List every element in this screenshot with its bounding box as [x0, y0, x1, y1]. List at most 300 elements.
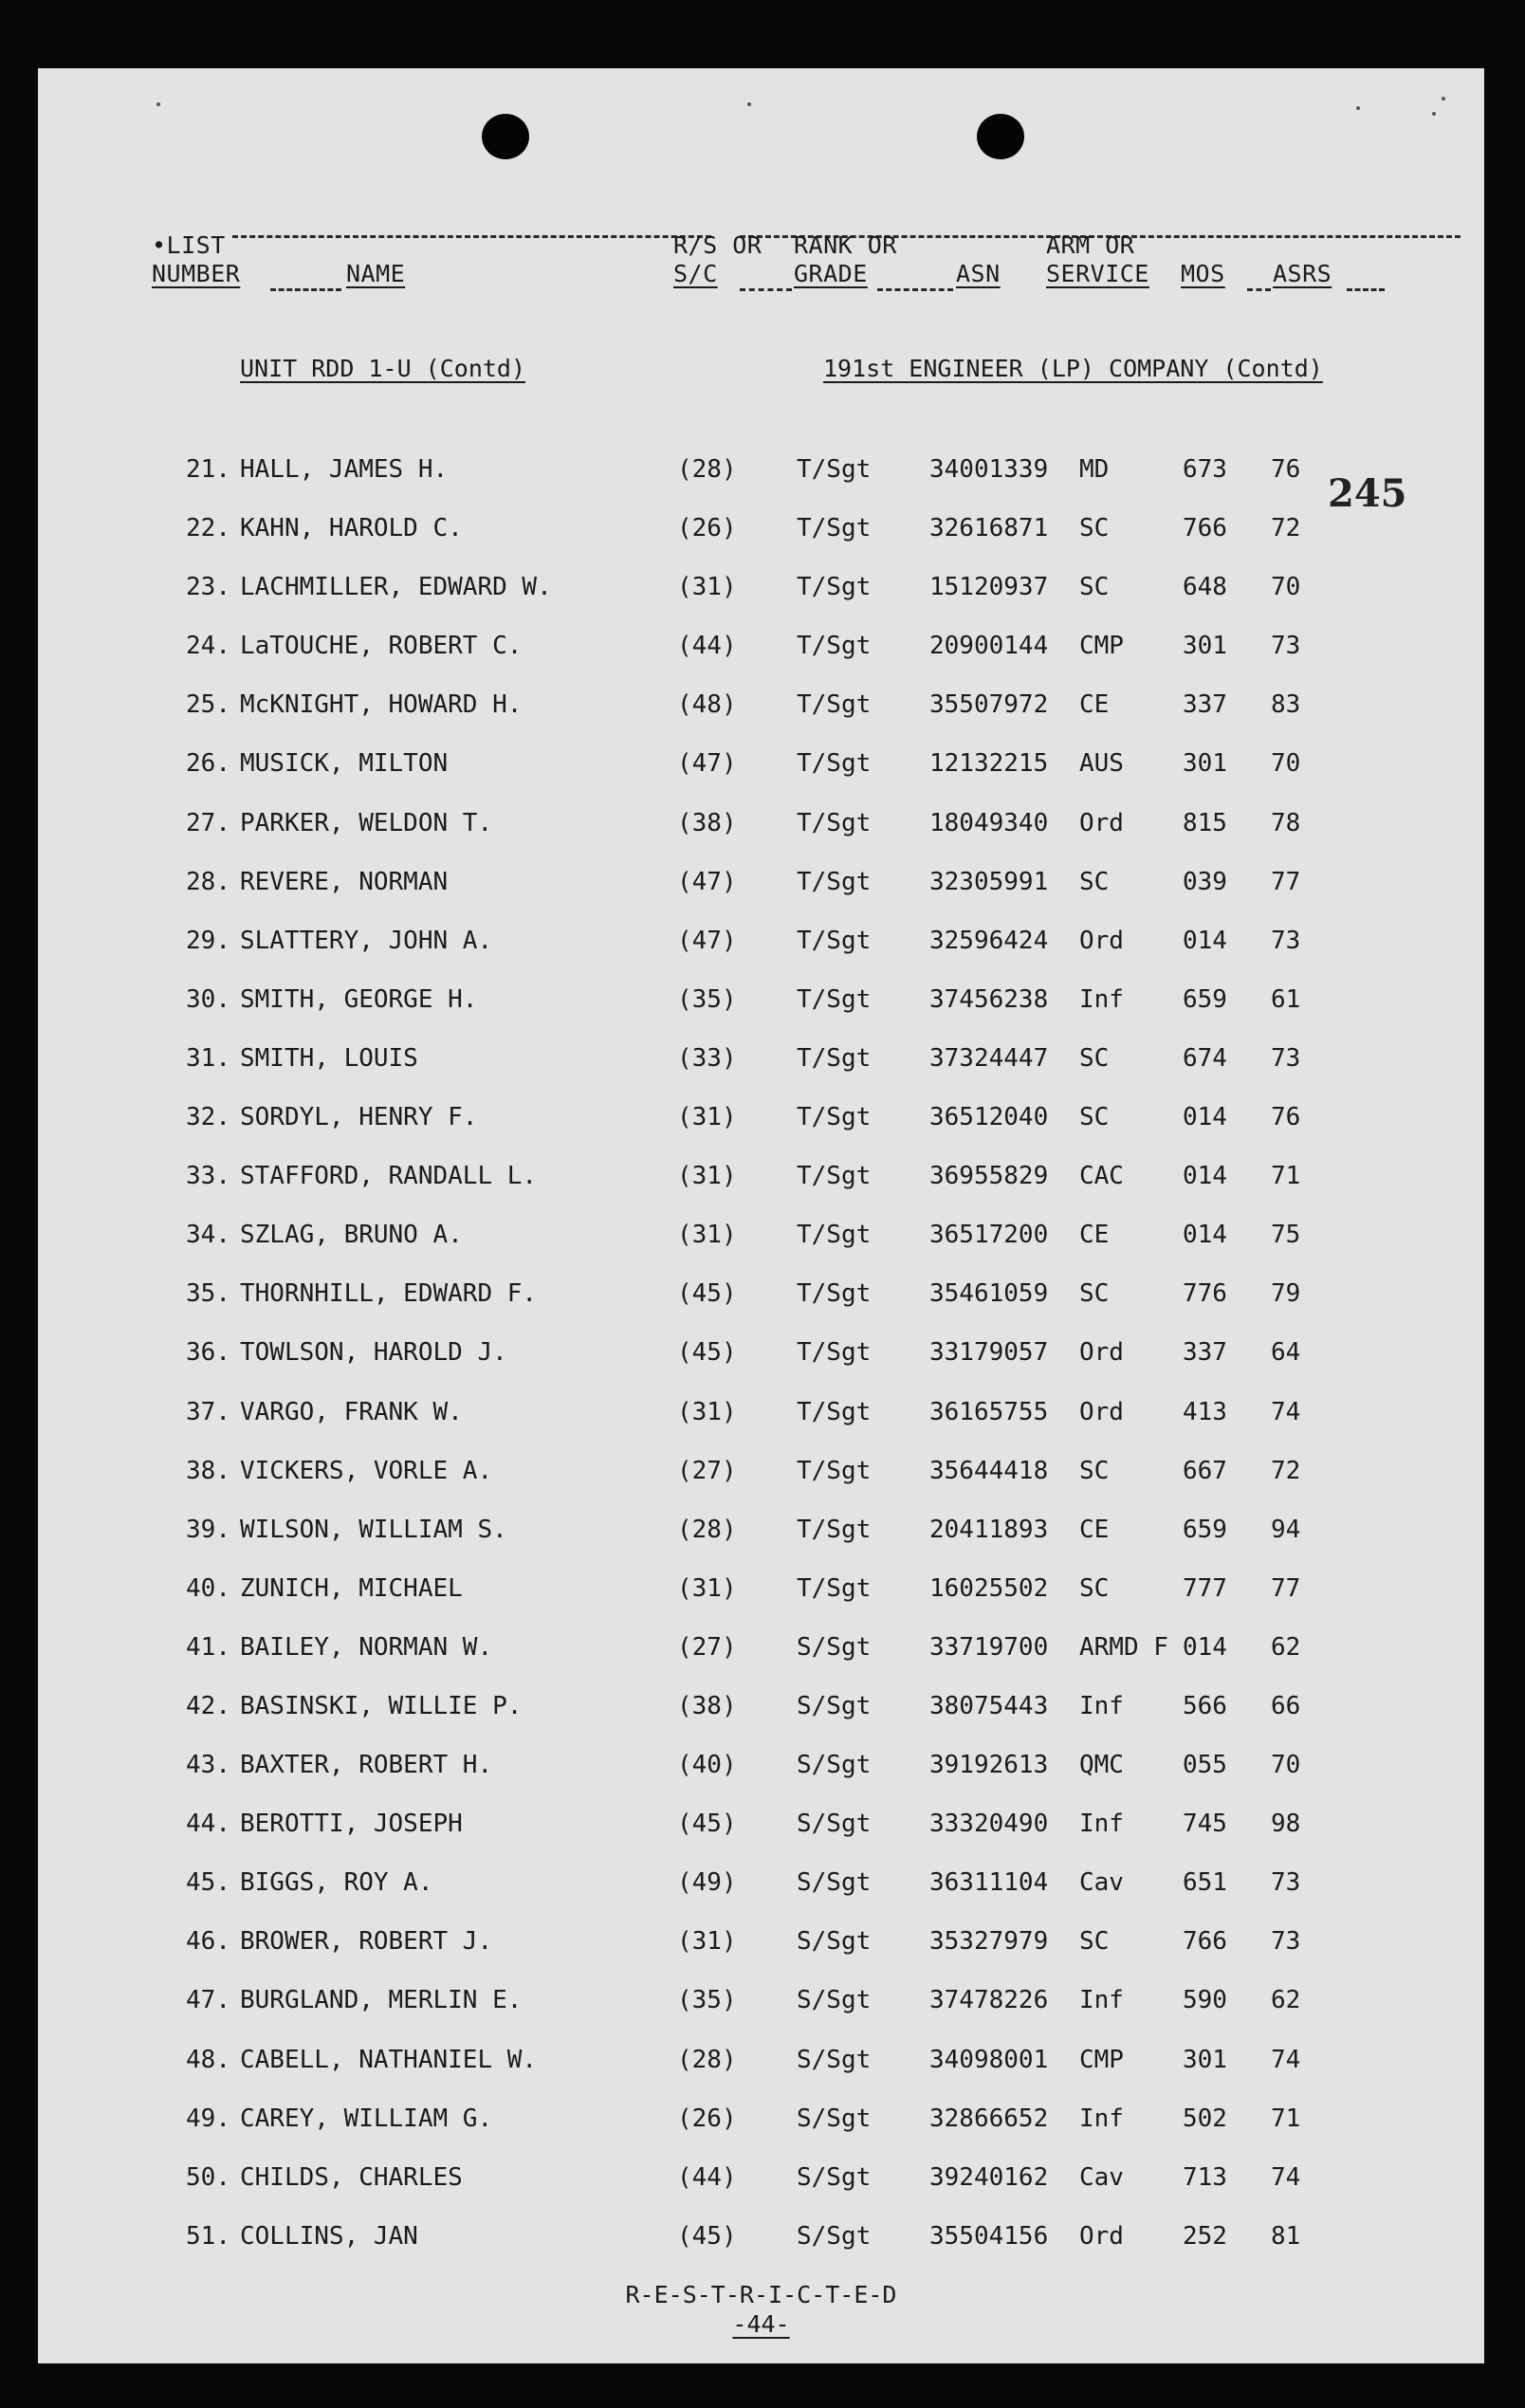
arm-service: Cav: [1079, 2162, 1124, 2192]
header-dash: [740, 288, 792, 291]
document-page: [38, 68, 1484, 2363]
asrs-score: 73: [1271, 632, 1301, 661]
list-number: 38.: [186, 1456, 230, 1485]
asrs-score: 70: [1271, 749, 1301, 779]
mos-code: 039: [1183, 867, 1227, 896]
list-number: 49.: [186, 2104, 230, 2133]
roster-row: [38, 1736, 1484, 1794]
arm-service: Inf: [1079, 1691, 1124, 1720]
asn-value: 32866652: [929, 2104, 1049, 2133]
arm-service: MD: [1079, 455, 1110, 484]
mos-code: 301: [1183, 2045, 1227, 2074]
asrs-score: 81: [1271, 2221, 1301, 2251]
asn-value: 34001339: [929, 455, 1049, 484]
arm-service: AUS: [1079, 749, 1124, 779]
roster-row: [38, 1205, 1484, 1264]
rank-grade: T/Sgt: [797, 1103, 872, 1132]
rank-grade: T/Sgt: [797, 514, 872, 543]
rs-sc-value: (38): [677, 808, 737, 837]
soldier-name: HALL, JAMES H.: [240, 455, 449, 484]
rs-sc-value: (38): [677, 1691, 737, 1720]
mos-code: 766: [1183, 514, 1227, 543]
rank-grade: T/Sgt: [797, 984, 872, 1014]
asrs-score: 74: [1271, 2162, 1301, 2192]
asrs-score: 75: [1271, 1221, 1301, 1250]
rank-grade: T/Sgt: [797, 1573, 872, 1603]
roster-row: [38, 1500, 1484, 1559]
header-mos: MOS: [1181, 260, 1225, 287]
roster-row: [38, 1618, 1484, 1677]
rs-sc-value: (27): [677, 1456, 737, 1485]
arm-service: Ord: [1079, 808, 1124, 837]
asn-value: 35504156: [929, 2221, 1049, 2251]
header-rank-grade: RANK OR GRADE: [794, 231, 897, 287]
asn-value: 35644418: [929, 1456, 1049, 1485]
arm-service: Inf: [1079, 2104, 1124, 2133]
rs-sc-value: (31): [677, 1397, 737, 1426]
list-number: 35.: [186, 1279, 230, 1309]
speck: [1442, 97, 1445, 101]
arm-service: Ord: [1079, 1397, 1124, 1426]
rs-sc-value: (31): [677, 1162, 737, 1191]
punch-hole-right: [977, 114, 1024, 159]
arm-service: Ord: [1079, 1338, 1124, 1368]
list-number: 44.: [186, 1810, 230, 1839]
asn-value: 15120937: [929, 573, 1049, 602]
list-number: 37.: [186, 1397, 230, 1426]
list-number: 27.: [186, 808, 230, 837]
soldier-name: LaTOUCHE, ROBERT C.: [240, 632, 523, 661]
asrs-score: 79: [1271, 1279, 1301, 1309]
arm-service: QMC: [1079, 1751, 1124, 1780]
arm-service: CAC: [1079, 1162, 1124, 1191]
asrs-score: 66: [1271, 1691, 1301, 1720]
rank-grade: T/Sgt: [797, 1221, 872, 1250]
roster-row: [38, 2207, 1484, 2266]
asrs-score: 64: [1271, 1338, 1301, 1368]
speck: [1432, 112, 1436, 116]
mos-code: 301: [1183, 749, 1227, 779]
asrs-score: 74: [1271, 1397, 1301, 1426]
arm-service: SC: [1079, 573, 1110, 602]
rs-sc-value: (45): [677, 1338, 737, 1368]
soldier-name: BIGGS, ROY A.: [240, 1868, 433, 1898]
asn-value: 36517200: [929, 1221, 1049, 1250]
list-number: 28.: [186, 867, 230, 896]
arm-service: Inf: [1079, 984, 1124, 1014]
rank-grade: T/Sgt: [797, 1162, 872, 1191]
asn-value: 20411893: [929, 1515, 1049, 1544]
header-dash: [1247, 288, 1271, 291]
arm-service: CE: [1079, 1221, 1110, 1250]
list-number: 29.: [186, 926, 230, 955]
roster-row: [38, 1029, 1484, 1088]
asrs-score: 71: [1271, 1162, 1301, 1191]
soldier-name: CABELL, NATHANIEL W.: [240, 2045, 538, 2074]
list-number: 30.: [186, 984, 230, 1014]
asn-value: 35507972: [929, 690, 1049, 720]
asrs-score: 72: [1271, 1456, 1301, 1485]
list-number: 41.: [186, 1632, 230, 1662]
page-stamp-number: 245: [1328, 471, 1407, 516]
asrs-score: 73: [1271, 1868, 1301, 1898]
arm-service: SC: [1079, 1573, 1110, 1603]
list-number: 31.: [186, 1043, 230, 1073]
rank-grade: T/Sgt: [797, 926, 872, 955]
roster-row: [38, 1912, 1484, 1971]
asrs-score: 74: [1271, 2045, 1301, 2074]
mos-code: 337: [1183, 690, 1227, 720]
soldier-name: WILSON, WILLIAM S.: [240, 1515, 507, 1544]
asn-value: 37456238: [929, 984, 1049, 1014]
mos-code: 413: [1183, 1397, 1227, 1426]
header-asrs: ASRS: [1273, 260, 1332, 287]
soldier-name: STAFFORD, RANDALL L.: [240, 1162, 538, 1191]
list-number: 39.: [186, 1515, 230, 1544]
roster-row: [38, 794, 1484, 853]
roster-row: [38, 2089, 1484, 2148]
asn-value: 33320490: [929, 1810, 1049, 1839]
roster-row: [38, 675, 1484, 734]
page-number: -44-: [732, 2310, 790, 2338]
soldier-name: McKNIGHT, HOWARD H.: [240, 690, 523, 720]
mos-code: 766: [1183, 1927, 1227, 1957]
rs-sc-value: (35): [677, 984, 737, 1014]
soldier-name: BEROTTI, JOSEPH: [240, 1810, 463, 1839]
asn-value: 36955829: [929, 1162, 1049, 1191]
rs-sc-value: (45): [677, 2221, 737, 2251]
list-number: 43.: [186, 1751, 230, 1780]
rs-sc-value: (49): [677, 1868, 737, 1898]
rs-sc-value: (26): [677, 514, 737, 543]
soldier-name: PARKER, WELDON T.: [240, 808, 493, 837]
mos-code: 776: [1183, 1279, 1227, 1309]
asrs-score: 83: [1271, 690, 1301, 720]
rank-grade: T/Sgt: [797, 690, 872, 720]
asrs-score: 98: [1271, 1810, 1301, 1839]
asrs-score: 76: [1271, 455, 1301, 484]
asn-value: 36512040: [929, 1103, 1049, 1132]
roster-row: [38, 853, 1484, 911]
roster-row: [38, 1323, 1484, 1382]
arm-service: CMP: [1079, 2045, 1124, 2074]
mos-code: 648: [1183, 573, 1227, 602]
rank-grade: T/Sgt: [797, 632, 872, 661]
mos-code: 659: [1183, 984, 1227, 1014]
rs-sc-value: (28): [677, 1515, 737, 1544]
arm-service: CMP: [1079, 632, 1124, 661]
mos-code: 014: [1183, 926, 1227, 955]
rank-grade: T/Sgt: [797, 1456, 872, 1485]
mos-code: 659: [1183, 1515, 1227, 1544]
asrs-score: 78: [1271, 808, 1301, 837]
mos-code: 713: [1183, 2162, 1227, 2192]
asrs-score: 61: [1271, 984, 1301, 1014]
soldier-name: SMITH, GEORGE H.: [240, 984, 478, 1014]
header-arm-service: ARM OR SERVICE: [1046, 231, 1149, 287]
mos-code: 815: [1183, 808, 1227, 837]
arm-service: CE: [1079, 690, 1110, 720]
soldier-name: LACHMILLER, EDWARD W.: [240, 573, 552, 602]
asrs-score: 73: [1271, 1927, 1301, 1957]
asrs-score: 71: [1271, 2104, 1301, 2133]
mos-code: 014: [1183, 1162, 1227, 1191]
roster-row: [38, 2031, 1484, 2089]
rs-sc-value: (31): [677, 1573, 737, 1603]
asn-value: 39192613: [929, 1751, 1049, 1780]
header-dash: [1347, 288, 1385, 291]
rank-grade: T/Sgt: [797, 1397, 872, 1426]
mos-code: 014: [1183, 1103, 1227, 1132]
asrs-score: 94: [1271, 1515, 1301, 1544]
rank-grade: S/Sgt: [797, 1632, 872, 1662]
rs-sc-value: (47): [677, 867, 737, 896]
rs-sc-value: (45): [677, 1279, 737, 1309]
arm-service: Ord: [1079, 2221, 1124, 2251]
soldier-name: KAHN, HAROLD C.: [240, 514, 463, 543]
roster-row: [38, 911, 1484, 970]
rs-sc-value: (27): [677, 1632, 737, 1662]
mos-code: 745: [1183, 1810, 1227, 1839]
soldier-name: BURGLAND, MERLIN E.: [240, 1986, 523, 2015]
asrs-score: 70: [1271, 573, 1301, 602]
rs-sc-value: (45): [677, 1810, 737, 1839]
list-number: 45.: [186, 1868, 230, 1898]
soldier-name: BASINSKI, WILLIE P.: [240, 1691, 523, 1720]
rs-sc-value: (28): [677, 2045, 737, 2074]
roster-row: [38, 734, 1484, 793]
mos-code: 673: [1183, 455, 1227, 484]
rank-grade: T/Sgt: [797, 1043, 872, 1073]
soldier-name: CAREY, WILLIAM G.: [240, 2104, 493, 2133]
mos-code: 014: [1183, 1632, 1227, 1662]
rank-grade: S/Sgt: [797, 1986, 872, 2015]
rs-sc-value: (33): [677, 1043, 737, 1073]
roster-row: [38, 1677, 1484, 1736]
list-number: 32.: [186, 1103, 230, 1132]
roster-row: [38, 616, 1484, 675]
roster-row: [38, 1383, 1484, 1442]
roster-row: [38, 1853, 1484, 1912]
roster-row: [38, 1559, 1484, 1618]
roster-row: [38, 2148, 1484, 2207]
soldier-name: VICKERS, VORLE A.: [240, 1456, 493, 1485]
asn-value: 38075443: [929, 1691, 1049, 1720]
mos-code: 590: [1183, 1986, 1227, 2015]
asn-value: 32596424: [929, 926, 1049, 955]
rank-grade: T/Sgt: [797, 573, 872, 602]
roster-row: [38, 1264, 1484, 1323]
rank-grade: S/Sgt: [797, 1927, 872, 1957]
asn-value: 32305991: [929, 867, 1049, 896]
list-number: 47.: [186, 1986, 230, 2015]
mos-code: 674: [1183, 1043, 1227, 1073]
asrs-score: 73: [1271, 1043, 1301, 1073]
soldier-name: BAILEY, NORMAN W.: [240, 1632, 493, 1662]
rank-grade: S/Sgt: [797, 2162, 872, 2192]
soldier-name: VARGO, FRANK W.: [240, 1397, 463, 1426]
asn-value: 20900144: [929, 632, 1049, 661]
rank-grade: S/Sgt: [797, 1691, 872, 1720]
rs-sc-value: (31): [677, 1103, 737, 1132]
header-dash: [270, 288, 341, 291]
asrs-score: 77: [1271, 1573, 1301, 1603]
mos-code: 337: [1183, 1338, 1227, 1368]
header-name: NAME: [346, 260, 406, 287]
asn-value: 16025502: [929, 1573, 1049, 1603]
mos-code: 777: [1183, 1573, 1227, 1603]
list-number: 33.: [186, 1162, 230, 1191]
arm-service: Cav: [1079, 1868, 1124, 1898]
rank-grade: T/Sgt: [797, 808, 872, 837]
roster-row: [38, 1971, 1484, 2030]
soldier-name: BROWER, ROBERT J.: [240, 1927, 493, 1957]
list-number: 22.: [186, 514, 230, 543]
asn-value: 18049340: [929, 808, 1049, 837]
soldier-name: TOWLSON, HAROLD J.: [240, 1338, 507, 1368]
arm-service: SC: [1079, 1456, 1110, 1485]
soldier-name: SORDYL, HENRY F.: [240, 1103, 478, 1132]
asrs-score: 70: [1271, 1751, 1301, 1780]
mos-code: 014: [1183, 1221, 1227, 1250]
asn-value: 37324447: [929, 1043, 1049, 1073]
rs-sc-value: (31): [677, 1927, 737, 1957]
arm-service: SC: [1079, 1279, 1110, 1309]
arm-service: Inf: [1079, 1986, 1124, 2015]
list-number: 21.: [186, 455, 230, 484]
rank-grade: S/Sgt: [797, 2045, 872, 2074]
mos-code: 301: [1183, 632, 1227, 661]
arm-service: SC: [1079, 1103, 1110, 1132]
rank-grade: S/Sgt: [797, 2104, 872, 2133]
speck: [1356, 106, 1360, 110]
header-rs-sc: R/S OR S/C: [673, 231, 762, 287]
roster-row: [38, 1794, 1484, 1853]
list-number: 40.: [186, 1573, 230, 1603]
arm-service: ARMD F: [1079, 1632, 1168, 1662]
speck: [156, 102, 160, 106]
asrs-score: 62: [1271, 1632, 1301, 1662]
roster-row: [38, 499, 1484, 558]
list-number: 24.: [186, 632, 230, 661]
asn-value: 33179057: [929, 1338, 1049, 1368]
asn-value: 37478226: [929, 1986, 1049, 2015]
roster-row: [38, 440, 1484, 499]
rank-grade: T/Sgt: [797, 1515, 872, 1544]
soldier-name: CHILDS, CHARLES: [240, 2162, 463, 2192]
list-number: 34.: [186, 1221, 230, 1250]
roster-row: [38, 1088, 1484, 1147]
list-number: 46.: [186, 1927, 230, 1957]
list-number: 36.: [186, 1338, 230, 1368]
rank-grade: T/Sgt: [797, 455, 872, 484]
rs-sc-value: (26): [677, 2104, 737, 2133]
rs-sc-value: (31): [677, 573, 737, 602]
arm-service: SC: [1079, 514, 1110, 543]
rs-sc-value: (44): [677, 2162, 737, 2192]
asrs-score: 62: [1271, 1986, 1301, 2015]
mos-code: 502: [1183, 2104, 1227, 2133]
soldier-name: SZLAG, BRUNO A.: [240, 1221, 463, 1250]
list-number: 23.: [186, 573, 230, 602]
soldier-name: ZUNICH, MICHAEL: [240, 1573, 463, 1603]
rank-grade: S/Sgt: [797, 1751, 872, 1780]
list-number: 50.: [186, 2162, 230, 2192]
mos-code: 252: [1183, 2221, 1227, 2251]
mos-code: 651: [1183, 1868, 1227, 1898]
rs-sc-value: (44): [677, 632, 737, 661]
roster-row: [38, 558, 1484, 616]
asrs-score: 72: [1271, 514, 1301, 543]
rs-sc-value: (35): [677, 1986, 737, 2015]
rank-grade: S/Sgt: [797, 2221, 872, 2251]
asn-value: 34098001: [929, 2045, 1049, 2074]
rs-sc-value: (47): [677, 749, 737, 779]
list-number: 25.: [186, 690, 230, 720]
asn-value: 35327979: [929, 1927, 1049, 1957]
soldier-name: COLLINS, JAN: [240, 2221, 418, 2251]
asn-value: 35461059: [929, 1279, 1049, 1309]
asn-value: 33719700: [929, 1632, 1049, 1662]
mos-code: 055: [1183, 1751, 1227, 1780]
rs-sc-value: (40): [677, 1751, 737, 1780]
roster-row: [38, 1147, 1484, 1205]
soldier-name: SMITH, LOUIS: [240, 1043, 418, 1073]
soldier-name: BAXTER, ROBERT H.: [240, 1751, 493, 1780]
punch-hole-left: [482, 114, 529, 159]
roster-row: [38, 970, 1484, 1029]
arm-service: Inf: [1079, 1810, 1124, 1839]
list-number: 51.: [186, 2221, 230, 2251]
roster-row: [38, 1442, 1484, 1500]
unit-heading: UNIT RDD 1-U (Contd): [240, 355, 526, 382]
arm-service: SC: [1079, 867, 1110, 896]
rank-grade: S/Sgt: [797, 1810, 872, 1839]
rank-grade: T/Sgt: [797, 1338, 872, 1368]
rs-sc-value: (28): [677, 455, 737, 484]
asn-value: 12132215: [929, 749, 1049, 779]
rank-grade: S/Sgt: [797, 1868, 872, 1898]
restricted-marking: R-E-S-T-R-I-C-T-E-D: [625, 2281, 897, 2308]
asrs-score: 76: [1271, 1103, 1301, 1132]
mos-code: 667: [1183, 1456, 1227, 1485]
asrs-score: 73: [1271, 926, 1301, 955]
company-heading: 191st ENGINEER (LP) COMPANY (Contd): [823, 355, 1323, 382]
roster-list: [38, 440, 1484, 2266]
rank-grade: T/Sgt: [797, 749, 872, 779]
asrs-score: 77: [1271, 867, 1301, 896]
soldier-name: REVERE, NORMAN: [240, 867, 449, 896]
header-dash-top-left: [232, 235, 711, 238]
arm-service: Ord: [1079, 926, 1124, 955]
list-number: 26.: [186, 749, 230, 779]
rs-sc-value: (47): [677, 926, 737, 955]
asn-value: 36165755: [929, 1397, 1049, 1426]
header-dash: [877, 288, 953, 291]
rank-grade: T/Sgt: [797, 1279, 872, 1309]
rs-sc-value: (48): [677, 690, 737, 720]
speck: [747, 102, 751, 106]
asn-value: 32616871: [929, 514, 1049, 543]
soldier-name: SLATTERY, JOHN A.: [240, 926, 493, 955]
header-asn: ASN: [956, 260, 1001, 287]
rs-sc-value: (31): [677, 1221, 737, 1250]
mos-code: 566: [1183, 1691, 1227, 1720]
list-number: 48.: [186, 2045, 230, 2074]
soldier-name: THORNHILL, EDWARD F.: [240, 1279, 538, 1309]
arm-service: SC: [1079, 1927, 1110, 1957]
soldier-name: MUSICK, MILTON: [240, 749, 449, 779]
